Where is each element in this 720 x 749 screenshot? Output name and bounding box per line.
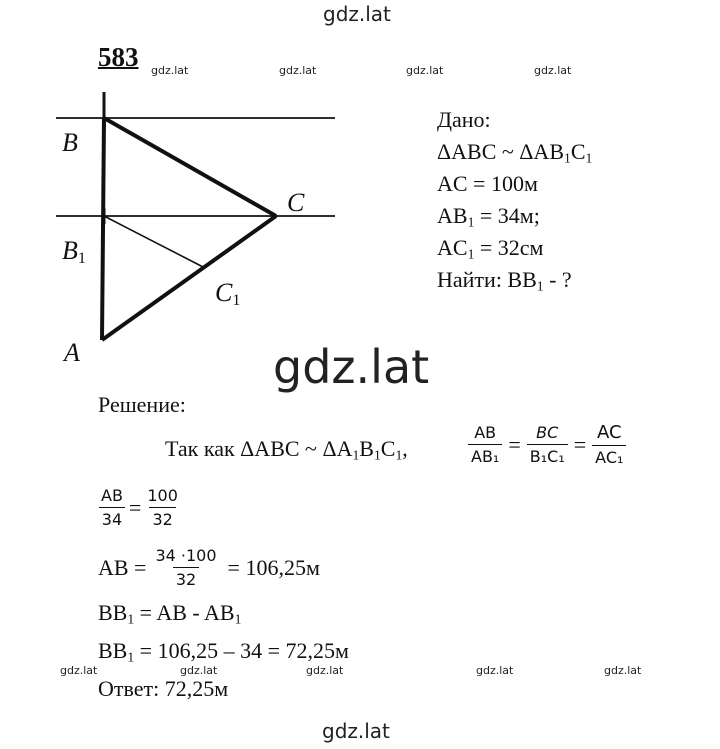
segment-b1c1 xyxy=(104,216,205,268)
side-bc xyxy=(104,118,276,216)
watermark-small: gdz.lat xyxy=(60,664,98,677)
watermark-small: gdz.lat xyxy=(306,664,344,677)
bb1-formula: $BB_1$ = AB - $AB_1$ xyxy=(98,600,242,627)
fraction: $\frac{AB}{34}$ xyxy=(98,486,126,529)
watermark-small: gdz.lat xyxy=(279,64,317,77)
given-ac1: $AC_1 = 32см$ xyxy=(437,235,544,262)
watermark-top: gdz.lat xyxy=(323,2,391,26)
fraction: $\frac{AB}{\text{AB₁}}$ xyxy=(468,423,502,466)
label-b1: $B_1$ xyxy=(62,236,86,268)
label-a: A xyxy=(64,338,80,367)
fraction: $\frac{AC}{\text{AC₁}}$ xyxy=(592,422,626,467)
label-c1: $C_1$ xyxy=(215,278,241,310)
fraction: $\frac{100}{32}$ xyxy=(147,486,178,529)
fraction: $\frac{BC}{\text{B₁C₁}}$ xyxy=(527,423,568,466)
watermark-big: gdz.lat xyxy=(273,340,430,394)
ab-calculation: AB = $\frac{34 \cdot 100}{32}$ = 106,25м xyxy=(98,546,320,589)
watermark-small: gdz.lat xyxy=(406,64,444,77)
proportion-step: $\frac{AB}{34}$ = $\frac{100}{32}$ xyxy=(96,486,183,529)
label-c: C xyxy=(287,188,305,217)
side-ac xyxy=(102,216,276,340)
given-similarity: ΔABC ~ $\Delta AB_1C_1$ xyxy=(437,139,593,166)
solution-heading: Решение: xyxy=(98,392,186,417)
watermark-bottom: gdz.lat xyxy=(322,719,390,743)
watermark-small: gdz.lat xyxy=(180,664,218,677)
watermark-small: gdz.lat xyxy=(534,64,572,77)
answer: Ответ: 72,25м xyxy=(98,676,229,701)
bb1-calculation: $BB_1 = 106,25 - 34 = 72,25м$ xyxy=(98,638,349,665)
watermark-small: gdz.lat xyxy=(151,64,189,77)
given-ab1: $AB_1 = 34м$; xyxy=(437,203,540,230)
given-ac: AC = 100м xyxy=(437,171,538,196)
triangle-figure xyxy=(0,0,360,380)
label-b: B xyxy=(62,128,78,157)
given-find: Найти: $BB_1$ - ? xyxy=(437,267,572,294)
ratio-equation: $\frac{AB}{\text{AB₁}}$ = $\frac{BC}{\text{B₁C₁}}$ = $\frac{AC}{\text{AC₁}}$ xyxy=(466,422,628,467)
watermark-small: gdz.lat xyxy=(604,664,642,677)
given-block xyxy=(437,104,592,296)
problem-number: 583 xyxy=(98,42,139,72)
given-heading: Дано: xyxy=(437,107,491,132)
fraction: $\frac{34 \cdot 100}{32}$ xyxy=(155,546,217,589)
similarity-statement: Так как ΔABC ~ $\Delta A_1B_1C_1$, xyxy=(165,436,408,463)
watermark-small: gdz.lat xyxy=(476,664,514,677)
side-ab xyxy=(102,118,104,340)
